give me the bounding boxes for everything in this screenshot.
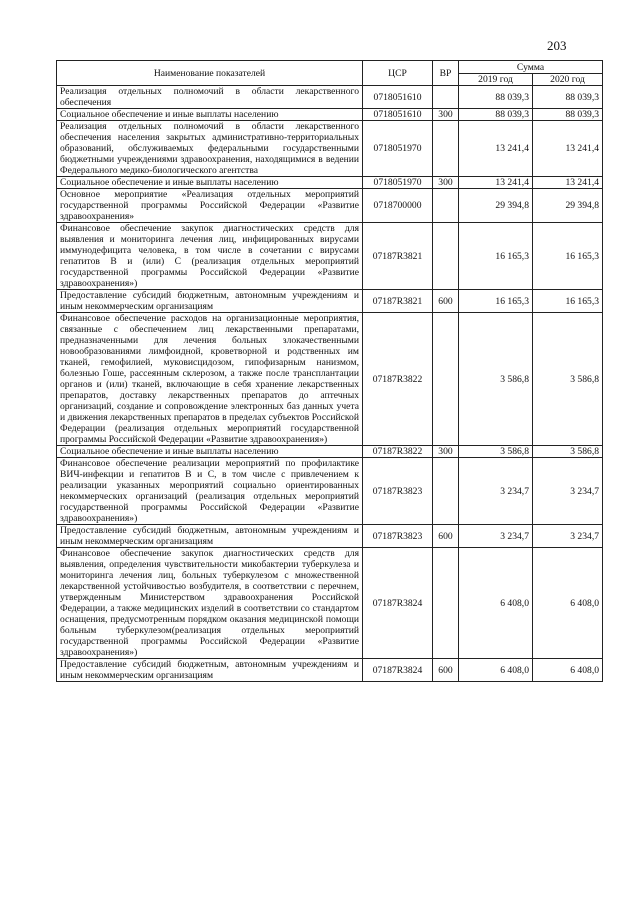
table-header [57,61,603,86]
row-name: Предоставление субсидий бюджетным, автономным учреждениям и иным некоммерческим организациям [57,525,363,548]
row-vr: 600 [433,290,459,313]
table-body [57,86,603,682]
row-csr: 07187R3824 [363,548,433,659]
table-row [57,177,603,189]
row-vr: 600 [433,525,459,548]
row-vr [433,313,459,446]
row-sum-2020: 6 408,0 [533,548,603,659]
row-sum-2019: 6 408,0 [459,548,533,659]
row-csr: 07187R3824 [363,659,433,682]
table-row [57,548,603,659]
header-year-2019: 2019 год [459,74,533,86]
table-row [57,525,603,548]
row-sum-2019: 3 586,8 [459,313,533,446]
row-sum-2019: 88 039,3 [459,86,533,109]
row-csr: 07187R3821 [363,223,433,290]
row-vr [433,86,459,109]
row-sum-2019: 13 241,4 [459,177,533,189]
row-sum-2020: 88 039,3 [533,86,603,109]
row-csr: 0718051610 [363,86,433,109]
row-sum-2020: 3 234,7 [533,525,603,548]
row-sum-2019: 13 241,4 [459,121,533,177]
row-vr: 300 [433,109,459,121]
row-name: Предоставление субсидий бюджетным, автономным учреждениям и иным некоммерческим организациям [57,290,363,313]
table-row [57,189,603,223]
row-name: Финансовое обеспечение реализации мероприятий по профилактике ВИЧ-инфекции и гепатитов В и С, в том числе с привлечением к реализации указанных мероприятий социально ориентированных некоммерческих организаций (реализация отдельных мероприятий государственной программы Российской Федерации «Развитие здравоохранения») [57,458,363,525]
row-sum-2020: 6 408,0 [533,659,603,682]
budget-table [56,60,603,682]
row-name: Реализация отдельных полномочий в области лекарственного обеспечения [57,86,363,109]
row-csr: 0718051610 [363,109,433,121]
table-row [57,290,603,313]
row-sum-2019: 88 039,3 [459,109,533,121]
page-number: 203 [547,38,567,53]
table-row [57,121,603,177]
header-sum: Сумма [459,61,603,74]
row-vr: 600 [433,659,459,682]
row-sum-2019: 16 165,3 [459,290,533,313]
row-csr: 07187R3823 [363,525,433,548]
row-name: Социальное обеспечение и иные выплаты населению [57,446,363,458]
row-sum-2020: 88 039,3 [533,109,603,121]
row-name: Социальное обеспечение и иные выплаты населению [57,177,363,189]
row-csr: 0718700000 [363,189,433,223]
header-vr: ВР [433,61,459,86]
row-sum-2020: 29 394,8 [533,189,603,223]
header-csr: ЦСР [363,61,433,86]
row-name: Реализация отдельных полномочий в области лекарственного обеспечения населения закрытых административно-территориальных образований, обслуживаемых федеральными государственными бюджетными учреждениями здравоохранения, находящимися в ведении Федерального медико-биологического агентства [57,121,363,177]
row-vr [433,223,459,290]
row-csr: 07187R3822 [363,313,433,446]
table-row [57,223,603,290]
table-row [57,86,603,109]
row-csr: 07187R3823 [363,458,433,525]
row-sum-2019: 3 586,8 [459,446,533,458]
row-vr [433,458,459,525]
row-sum-2020: 3 234,7 [533,458,603,525]
table-row [57,109,603,121]
row-name: Финансовое обеспечение закупок диагностических средств для выявления и мониторинга лечения лиц, инфицированных вирусами иммунодефицита человека, в том числе в сочетании с вирусами гепатитов В и (или) С (реализация отдельных мероприятий государственной программы Российской Федерации «Развитие здравоохранения») [57,223,363,290]
row-vr [433,189,459,223]
table-row [57,659,603,682]
table-row [57,446,603,458]
row-sum-2019: 3 234,7 [459,525,533,548]
row-sum-2019: 6 408,0 [459,659,533,682]
table-row [57,458,603,525]
row-sum-2019: 3 234,7 [459,458,533,525]
row-csr: 0718051970 [363,121,433,177]
header-name: Наименование показателей [57,61,363,86]
row-csr: 07187R3822 [363,446,433,458]
row-name: Финансовое обеспечение закупок диагностических средств для выявления, определения чувствительности микобактерии туберкулеза и мониторинга лечения лиц, больных туберкулезом с множественной лекарственной устойчивостью возбудителя, в соответствии с перечнем, утвержденным Министерством здравоохранения Российской Федерации, а также медицинских изделий в соответствии со стандартом оснащения, предусмотренным порядком оказания медицинской помощи больным туберкулезом(реализация отдельных мероприятий государственной программы Российской Федерации «Развитие здравоохранения») [57,548,363,659]
row-sum-2020: 13 241,4 [533,121,603,177]
row-sum-2020: 3 586,8 [533,313,603,446]
row-sum-2020: 16 165,3 [533,290,603,313]
row-sum-2020: 16 165,3 [533,223,603,290]
row-name: Финансовое обеспечение расходов на организационные мероприятия, связанные с обеспечением лиц лекарственными препаратами, предназначенными для лечения больных злокачественными новообразованиями лимфоидной, кроветворной и родственных им тканей, гемофилией, муковисцидозом, гипофизарным нанизмом, болезнью Гоше, рассеянным склерозом, а также после трансплантации органов и (или) тканей, включающие в себя хранение лекарственных препаратов, доставку лекарственных препаратов до аптечных организаций, создание и сопровождение электронных баз данных учета и движения лекарственных препаратов в пределах субъектов Российской Федерации (реализация отдельных мероприятий государственной программы Российской Федерации «Развитие здравоохранения») [57,313,363,446]
header-year-2020: 2020 год [533,74,603,86]
row-csr: 0718051970 [363,177,433,189]
row-vr: 300 [433,177,459,189]
row-vr [433,548,459,659]
row-sum-2019: 29 394,8 [459,189,533,223]
row-sum-2019: 16 165,3 [459,223,533,290]
row-vr [433,121,459,177]
row-name: Социальное обеспечение и иные выплаты населению [57,109,363,121]
row-sum-2020: 13 241,4 [533,177,603,189]
row-name: Основное мероприятие «Реализация отдельных мероприятий государственной программы Российской Федерации «Развитие здравоохранения» [57,189,363,223]
row-sum-2020: 3 586,8 [533,446,603,458]
row-csr: 07187R3821 [363,290,433,313]
row-vr: 300 [433,446,459,458]
table-row [57,313,603,446]
row-name: Предоставление субсидий бюджетным, автономным учреждениям и иным некоммерческим организациям [57,659,363,682]
